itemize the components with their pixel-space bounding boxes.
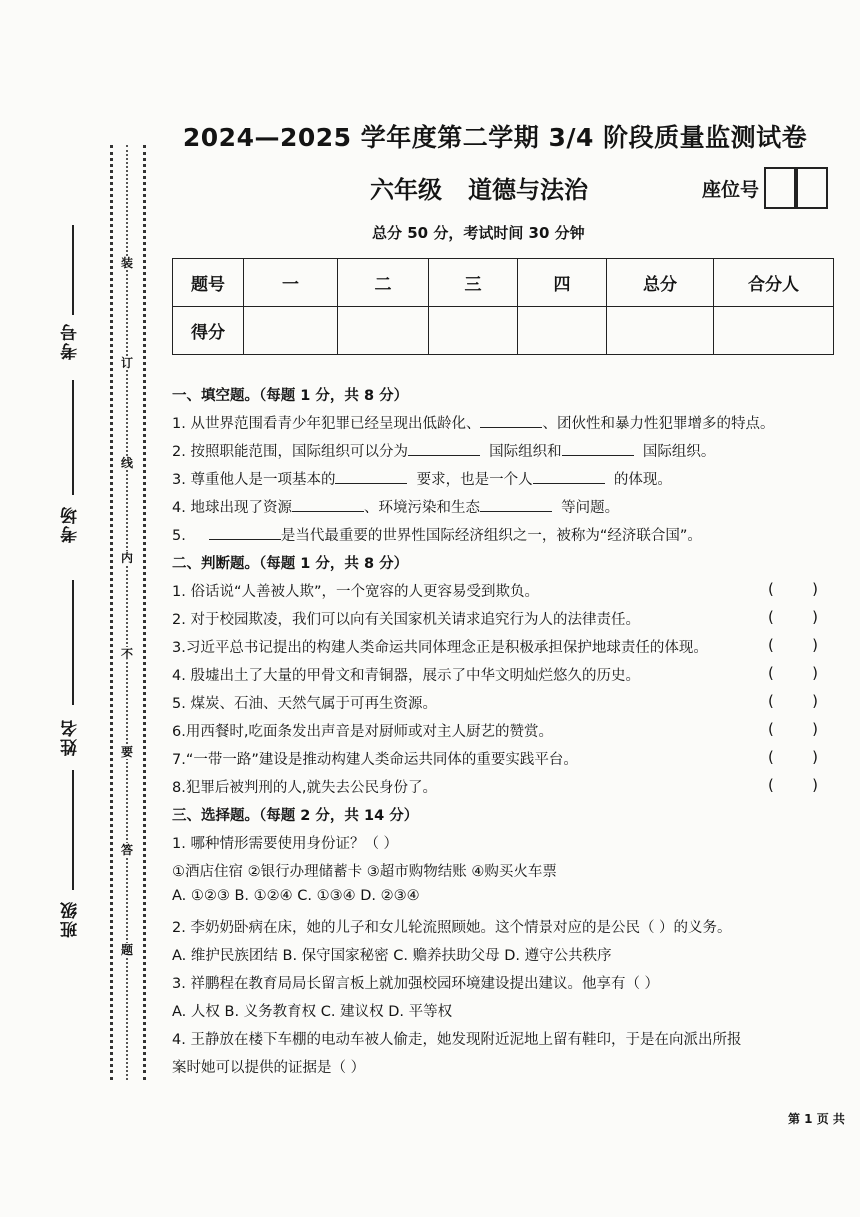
judge-question: 6.用西餐时,吃面条发出声音是对厨师或对主人厨艺的赞赏。 — [172, 724, 553, 740]
seal-char: 不 — [120, 647, 133, 661]
grade-label: 六年级 — [370, 176, 442, 204]
answer-blank[interactable] — [408, 441, 480, 456]
seat-number-box[interactable] — [794, 167, 828, 209]
section2-heading: 二、判断题。（每题 1 分，共 8 分） — [172, 556, 409, 572]
answer-blank[interactable] — [209, 525, 281, 540]
page-footer: 第 1 页 共 — [788, 1112, 845, 1126]
table-header-cell: 二 — [338, 259, 429, 307]
seal-dotted-line-left — [110, 145, 113, 1080]
seal-char: 要 — [120, 745, 133, 759]
score-cell[interactable] — [518, 307, 607, 355]
table-header-cell: 总分 — [607, 259, 714, 307]
exam-room-label: 考场 — [61, 505, 81, 543]
answer-parentheses[interactable]: ( ) — [768, 692, 818, 710]
judge-question: 3.习近平总书记提出的构建人类命运共同体理念正是积极承担保护地球责任的体现。 — [172, 640, 708, 656]
answer-parentheses[interactable]: ( ) — [768, 636, 818, 654]
judge-question: 4. 殷墟出土了大量的甲骨文和青铜器，展示了中华文明灿烂悠久的历史。 — [172, 668, 640, 684]
answer-blank[interactable] — [480, 413, 542, 428]
seal-char: 内 — [120, 551, 133, 565]
fill-question: 4. 地球出现了资源 、环境污染和生态 等问题。 — [172, 496, 619, 517]
judge-question: 8.犯罪后被判刑的人,就失去公民身份了。 — [172, 780, 437, 796]
answer-parentheses[interactable]: ( ) — [768, 720, 818, 738]
table-header-cell: 合分人 — [714, 259, 834, 307]
judge-question: 7.“一带一路”建设是推动构建人类命运共同体的重要实践平台。 — [172, 752, 578, 768]
seat-number-label: 座位号 — [702, 179, 760, 201]
choice-options: A. 维护民族团结 B. 保守国家秘密 C. 赡养扶助父母 D. 遵守公共秩序 — [172, 948, 612, 964]
name-line — [72, 580, 74, 705]
answer-parentheses[interactable]: ( ) — [768, 776, 818, 794]
choice-question: 1. 哪种情形需要使用身份证？（ ） — [172, 836, 399, 852]
binding-strip — [0, 0, 160, 1217]
section3-heading: 三、选择题。（每题 2 分，共 14 分） — [172, 808, 419, 824]
table-row — [173, 259, 834, 307]
exam-number-line — [72, 225, 74, 315]
answer-parentheses[interactable]: ( ) — [768, 580, 818, 598]
answer-parentheses[interactable]: ( ) — [768, 608, 818, 626]
table-header-cell: 题号 — [173, 259, 244, 307]
answer-blank[interactable] — [480, 497, 552, 512]
answer-parentheses[interactable]: ( ) — [768, 664, 818, 682]
exam-subtitle — [370, 170, 614, 205]
fill-question: 3. 尊重他人是一项基本的 要求，也是一个人 的体现。 — [172, 468, 672, 489]
choice-question: 4. 王静放在楼下车棚的电动车被人偷走，她发现附近泥地上留有鞋印，于是在向派出所报 — [172, 1032, 742, 1048]
seal-char: 订 — [120, 356, 133, 370]
table-header-cell: 一 — [244, 259, 338, 307]
fill-question: 5. 是当代最重要的世界性国际经济组织之一，被称为“经济联合国”。 — [172, 524, 702, 545]
class-label: 班级 — [61, 900, 81, 938]
answer-blank[interactable] — [562, 441, 634, 456]
answer-parentheses[interactable]: ( ) — [768, 748, 818, 766]
exam-number-label: 考号 — [61, 322, 81, 360]
seal-char: 线 — [120, 456, 133, 470]
score-cell[interactable] — [714, 307, 834, 355]
judge-question: 5. 煤炭、石油、天然气属于可再生资源。 — [172, 696, 437, 712]
seat-number-box[interactable] — [764, 167, 798, 209]
choice-question: 2. 李奶奶卧病在床，她的儿子和女儿轮流照顾她。这个情景对应的是公民（ ）的义务。 — [172, 920, 732, 936]
score-cell[interactable] — [607, 307, 714, 355]
score-cell[interactable] — [244, 307, 338, 355]
score-cell[interactable] — [429, 307, 518, 355]
seal-char: 题 — [120, 943, 133, 957]
table-header-cell: 三 — [429, 259, 518, 307]
seal-char: 答 — [120, 843, 133, 857]
exam-info: 总分 50 分，考试时间 30 分钟 — [372, 224, 585, 242]
score-cell[interactable] — [338, 307, 429, 355]
subject-label: 道德与法治 — [468, 176, 588, 204]
seal-dotted-line-right — [143, 145, 146, 1080]
class-line — [72, 770, 74, 890]
exam-title: 2024—2025 学年度第二学期 3/4 阶段质量监测试卷 — [182, 123, 808, 152]
score-table — [172, 258, 834, 355]
table-header-cell: 四 — [518, 259, 607, 307]
exam-room-line — [72, 380, 74, 495]
judge-question: 1. 俗话说“人善被人欺”，一个宽容的人更容易受到欺负。 — [172, 584, 539, 600]
choice-options: A. 人权 B. 义务教育权 C. 建议权 D. 平等权 — [172, 1004, 453, 1020]
table-row — [173, 307, 834, 355]
seal-char: 装 — [120, 256, 133, 270]
name-label: 姓名 — [61, 718, 81, 756]
section1-heading: 一、填空题。（每题 1 分，共 8 分） — [172, 388, 409, 404]
choice-question: 3. 祥鹏程在教育局局长留言板上就加强校园环境建设提出建议。他享有（ ） — [172, 976, 660, 992]
choice-question-continued: 案时她可以提供的证据是（ ） — [172, 1060, 366, 1076]
fill-question: 1. 从世界范围看青少年犯罪已经呈现出低龄化、 、团伙性和暴力性犯罪增多的特点。 — [172, 412, 774, 433]
answer-blank[interactable] — [292, 497, 364, 512]
answer-blank[interactable] — [335, 469, 407, 484]
score-row-label: 得分 — [173, 307, 244, 355]
fill-question: 2. 按照职能范围，国际组织可以分为 国际组织和 国际组织。 — [172, 440, 715, 461]
choice-statements: ①酒店住宿 ②银行办理储蓄卡 ③超市购物结账 ④购买火车票 — [172, 864, 557, 880]
seal-dotted-line-mid — [126, 145, 128, 1080]
judge-question: 2. 对于校园欺凌，我们可以向有关国家机关请求追究行为人的法律责任。 — [172, 612, 640, 628]
answer-blank[interactable] — [533, 469, 605, 484]
choice-options: A. ①②③ B. ①②④ C. ①③④ D. ②③④ — [172, 888, 420, 904]
